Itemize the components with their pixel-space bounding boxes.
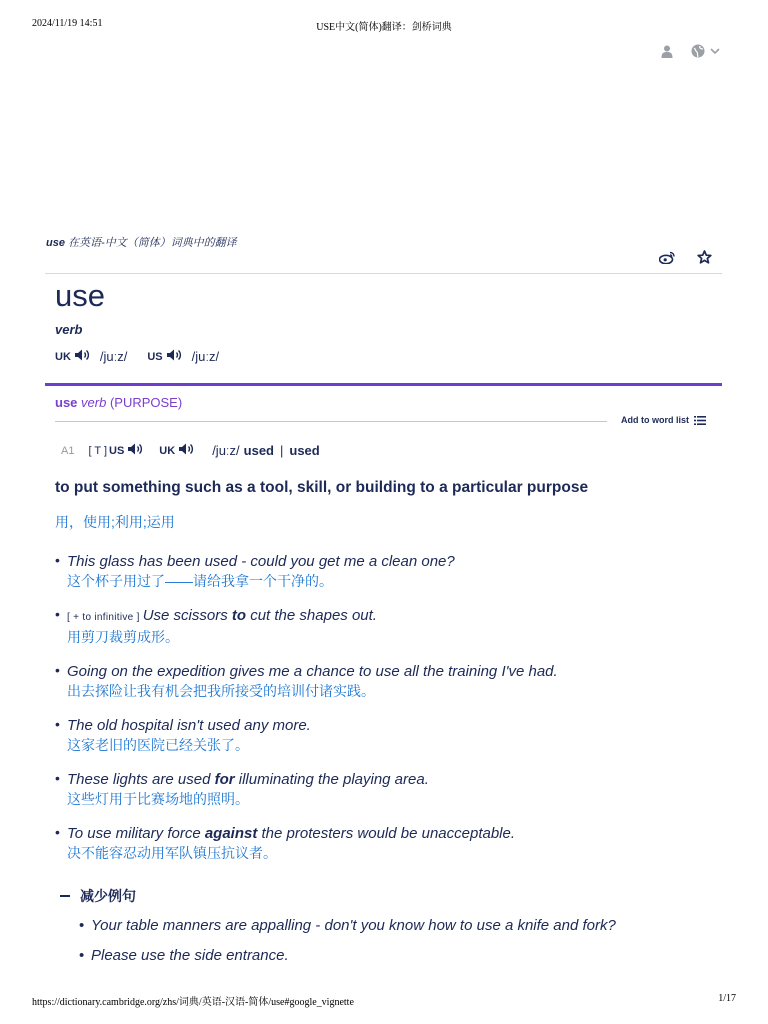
example-translation: 这家老旧的医院已经关张了。 [67,737,249,753]
uk-speaker-icon[interactable] [74,348,92,365]
sense-ipa: /juːz/ [212,443,240,458]
pronunciation-line [55,348,239,365]
topbar-icons [661,44,720,58]
example-translation: 决不能容忍动用军队镇压抗议者。 [67,845,277,861]
print-page-number: 1/17 [718,993,736,1004]
sense-pronunciation-line [61,442,320,459]
us-ipa: /juːz/ [191,349,220,364]
sense-us-speaker-icon[interactable] [127,442,145,459]
uk-ipa: /juːz/ [99,349,128,364]
sense-us-label: US [109,444,125,457]
inflection-past: used [243,443,274,458]
header-divider [45,273,722,274]
print-footer [32,993,736,1007]
sense-pos: verb [81,395,107,410]
more-example-item: • Your table manners are appalling - don't you know how to use a knife and fork? [79,916,616,935]
definition-translation: 用，使用;利用;运用 [55,514,175,530]
example-item [55,716,722,756]
print-title: USE中文(简体)翻译：剑桥词典 [316,22,452,33]
print-header [32,18,736,32]
definition: to put something such as a tool, skill, or building to a particular purpose [55,479,589,496]
minus-icon [60,895,70,897]
more-examples-list [79,916,616,976]
sense-uk-speaker-icon[interactable] [178,442,196,459]
more-example-item: • Please use the side entrance. [79,946,616,965]
list-icon [694,416,706,425]
fewer-examples-toggle[interactable] [60,886,136,906]
example-translation: 出去探险让我有机会把我所接受的培训付诸实践。 [67,683,375,699]
example-translation: 这个杯子用过了——请给我拿一个干净的。 [67,573,333,589]
user-icon[interactable] [661,45,673,58]
uk-label: UK [55,350,71,363]
example-translation: 用剪刀裁剪成形。 [67,629,179,645]
grammar-code: [ T ] [88,444,108,457]
headword: use [55,278,105,313]
example-translation: 这些灯用于比赛场地的照明。 [67,791,249,807]
weibo-icon[interactable] [659,251,675,269]
example-item [55,552,722,592]
breadcrumb [46,234,237,250]
sense-guideword: (PURPOSE) [109,395,183,410]
example-english: • [ + to infinitive ] Use scissors to cut the shapes out. [67,607,377,624]
sense-heading [55,395,182,410]
example-english: • These lights are used for illuminating the playing area. [67,771,429,788]
part-of-speech: verb [55,322,83,337]
share-icons [659,250,712,269]
entry-divider [45,383,722,386]
print-url: https://dictionary.cambridge.org/zhs/词典/英语-汉语-简体/use#google_vignette [32,997,354,1008]
sense-divider [55,421,607,422]
add-to-word-list-button[interactable] [621,415,706,425]
example-item [55,662,722,702]
sense-word: use [55,395,78,410]
breadcrumb-rest: 在英语-中文（简体）词典中的翻译 [64,237,237,249]
print-datetime: 2024/11/19 14:51 [32,18,103,29]
inflection-past-participle: used [289,443,320,458]
example-grammar-tag: [ + to infinitive ] [67,612,140,623]
globe-icon [691,44,705,58]
us-speaker-icon[interactable] [166,348,184,365]
example-english: • The old hospital isn't used any more. [67,717,311,734]
example-list [55,552,722,878]
fewer-examples-label: 减少例句 [80,888,136,904]
sense-uk-label: UK [159,444,176,457]
us-label: US [147,350,163,363]
chevron-down-icon [710,48,720,55]
example-english: • This glass has been used - could you get me a clean one? [67,553,455,570]
example-item [55,770,722,810]
breadcrumb-word: use [46,237,65,249]
example-item [55,824,722,864]
example-english: • Going on the expedition gives me a chance to use all the training I've had. [67,663,558,680]
inflection-separator: | [280,443,284,458]
star-icon[interactable] [697,250,712,269]
language-switcher[interactable] [691,44,720,58]
example-item [55,606,722,648]
cefr-level-badge: A1 [61,444,75,457]
add-to-word-list-label: Add to word list [621,415,689,425]
example-english: • To use military force against the protesters would be unacceptable. [67,825,516,842]
